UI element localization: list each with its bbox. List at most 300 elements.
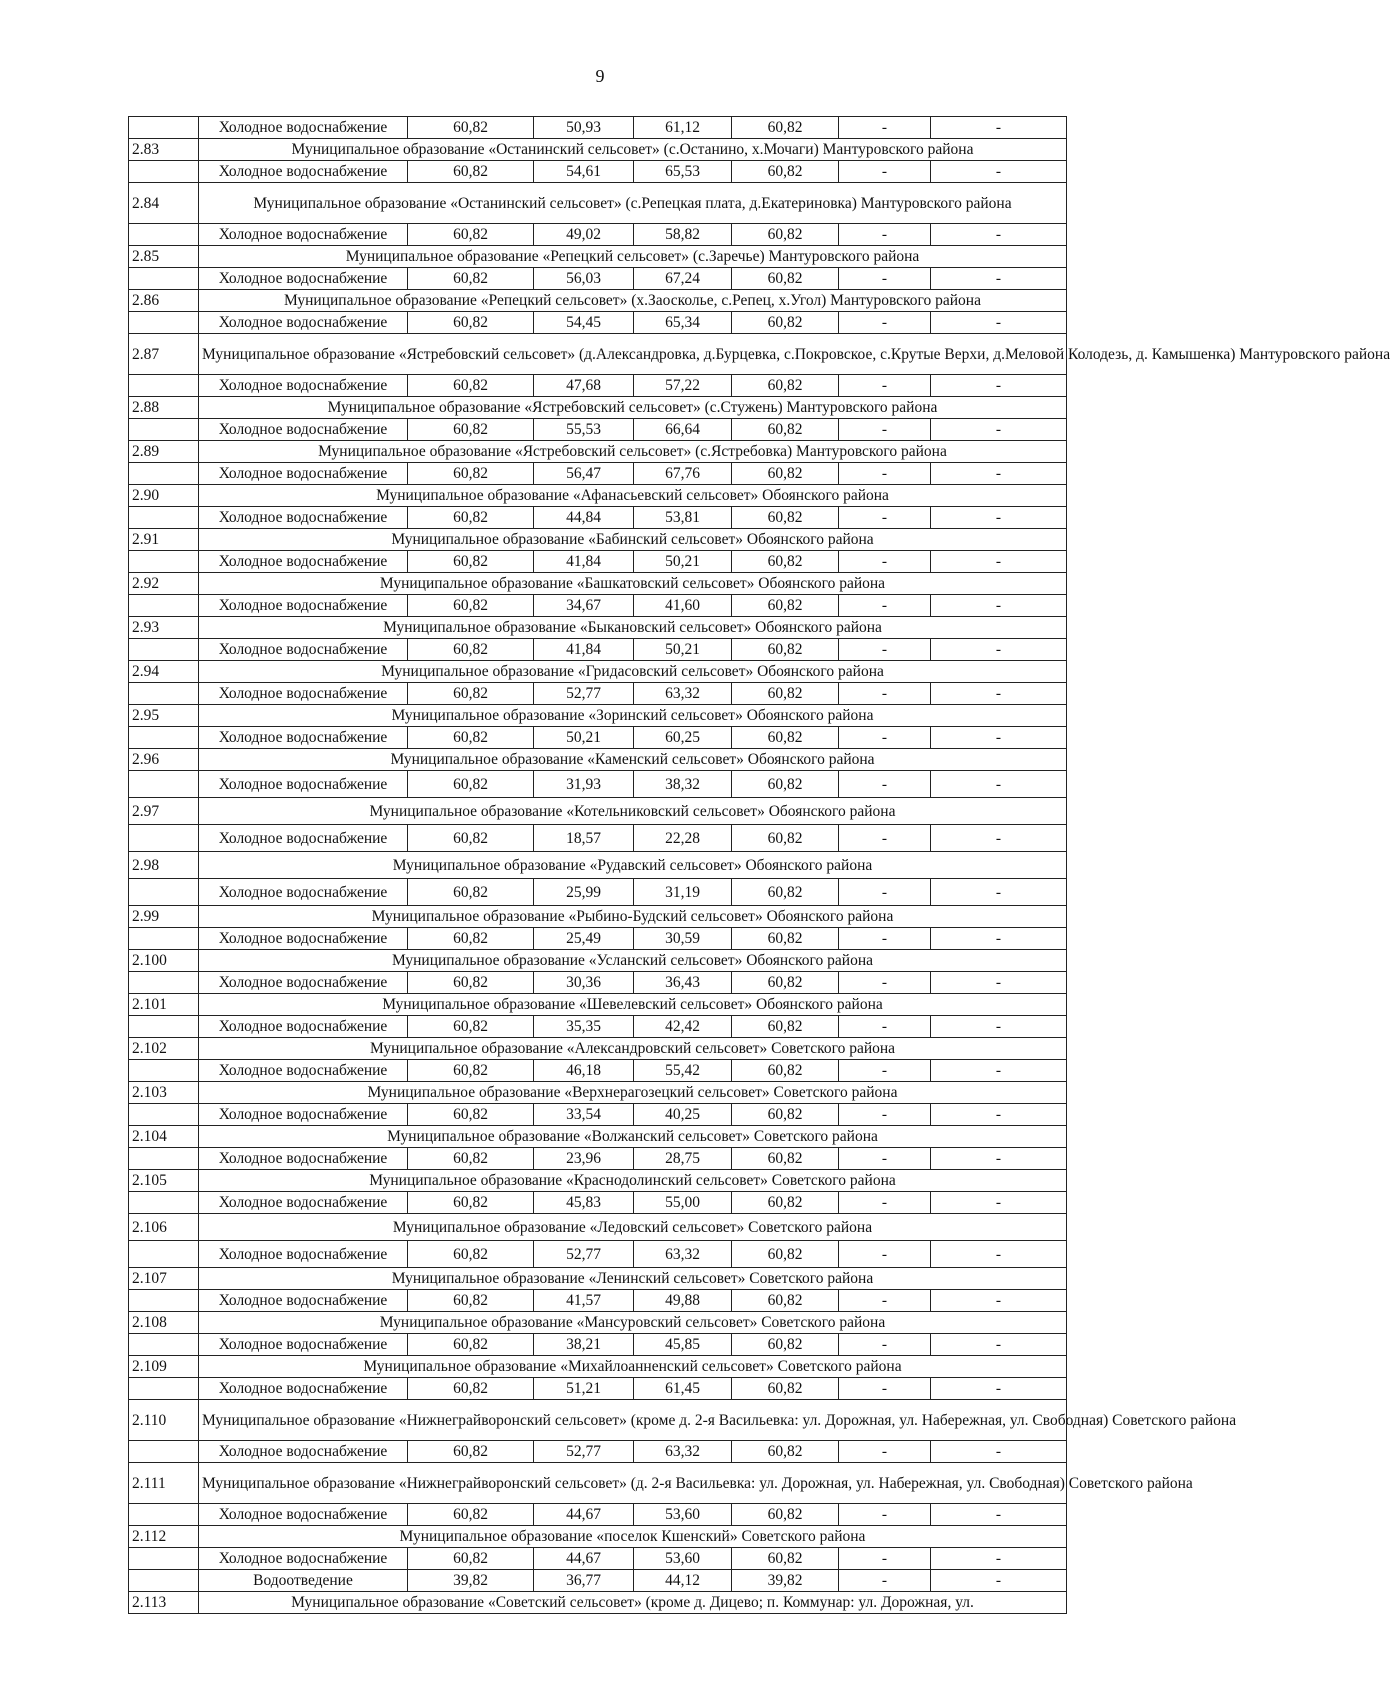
tariff-value-v3: 57,22 (634, 375, 732, 397)
tariff-row (129, 507, 1067, 529)
tariff-value-v4: 60,82 (732, 683, 839, 705)
municipality-title: Муниципальное образование «Афанасьевский сельсовет» Обоянского района (199, 485, 1067, 507)
municipality-title: Муниципальное образование «Ленинский сельсовет» Советского района (199, 1268, 1067, 1290)
row-number: 2.105 (129, 1170, 199, 1192)
tariff-value-v4: 60,82 (732, 463, 839, 485)
tariff-value-v2: 36,77 (534, 1570, 634, 1592)
municipality-row (129, 246, 1067, 268)
tariff-value-v4: 60,82 (732, 879, 839, 906)
municipality-row (129, 139, 1067, 161)
tariff-value-v5: - (839, 1290, 931, 1312)
municipality-row (129, 994, 1067, 1016)
row-number: 2.108 (129, 1312, 199, 1334)
service-name: Холодное водоснабжение (199, 551, 408, 573)
tariff-value-v4: 60,82 (732, 1548, 839, 1570)
municipality-title: Муниципальное образование «Котельниковский сельсовет» Обоянского района (199, 798, 1067, 825)
tariff-value-v5: - (839, 1570, 931, 1592)
municipality-title: Муниципальное образование «Нижнеграйворонский сельсовет» (кроме д. 2-я Васильевка: ул. Дорожная, ул. Набережная, ул. Свободная) Советского района (199, 1400, 1067, 1441)
tariff-value-v5: - (839, 928, 931, 950)
tariff-value-v4: 60,82 (732, 268, 839, 290)
tariff-value-v2: 56,47 (534, 463, 634, 485)
tariff-row (129, 972, 1067, 994)
service-name: Холодное водоснабжение (199, 1148, 408, 1170)
municipality-title: Муниципальное образование «Останинский сельсовет» (с.Останино, х.Мочаги) Мантуровского района (199, 139, 1067, 161)
row-number: 2.89 (129, 441, 199, 463)
municipality-row (129, 183, 1067, 224)
tariff-value-v5: - (839, 825, 931, 852)
tariff-value-v1: 60,82 (408, 595, 534, 617)
row-number (129, 1016, 199, 1038)
tariff-value-v3: 50,21 (634, 639, 732, 661)
municipality-title: Муниципальное образование «Ледовский сельсовет» Советского района (199, 1214, 1067, 1241)
tariff-row (129, 1570, 1067, 1592)
municipality-title: Муниципальное образование «Башкатовский сельсовет» Обоянского района (199, 573, 1067, 595)
tariff-value-v2: 34,67 (534, 595, 634, 617)
tariff-value-v4: 60,82 (732, 639, 839, 661)
tariff-value-v4: 60,82 (732, 312, 839, 334)
service-name: Холодное водоснабжение (199, 1548, 408, 1570)
tariff-value-v2: 18,57 (534, 825, 634, 852)
service-name: Холодное водоснабжение (199, 928, 408, 950)
tariff-value-v3: 22,28 (634, 825, 732, 852)
tariff-value-v1: 60,82 (408, 312, 534, 334)
tariff-value-v3: 49,88 (634, 1290, 732, 1312)
row-number (129, 771, 199, 798)
tariff-value-v4: 60,82 (732, 224, 839, 246)
tariff-value-v6: - (931, 771, 1067, 798)
tariff-value-v4: 60,82 (732, 507, 839, 529)
tariff-value-v3: 65,34 (634, 312, 732, 334)
row-number (129, 1148, 199, 1170)
tariff-value-v2: 46,18 (534, 1060, 634, 1082)
tariff-value-v5: - (839, 507, 931, 529)
row-number (129, 419, 199, 441)
tariff-value-v4: 60,82 (732, 972, 839, 994)
row-number (129, 683, 199, 705)
tariff-value-v5: - (839, 1104, 931, 1126)
tariff-value-v5: - (839, 419, 931, 441)
row-number (129, 639, 199, 661)
row-number: 2.95 (129, 705, 199, 727)
tariff-value-v2: 44,67 (534, 1504, 634, 1526)
tariff-value-v1: 60,82 (408, 419, 534, 441)
row-number: 2.87 (129, 334, 199, 375)
service-name: Холодное водоснабжение (199, 1060, 408, 1082)
tariff-value-v3: 40,25 (634, 1104, 732, 1126)
service-name: Холодное водоснабжение (199, 117, 408, 139)
tariff-value-v3: 44,12 (634, 1570, 732, 1592)
service-name: Холодное водоснабжение (199, 1241, 408, 1268)
row-number (129, 224, 199, 246)
tariff-value-v6: - (931, 268, 1067, 290)
tariff-value-v6: - (931, 825, 1067, 852)
tariff-value-v6: - (931, 312, 1067, 334)
tariff-value-v2: 25,99 (534, 879, 634, 906)
municipality-title: Муниципальное образование «Рыбино-Будский сельсовет» Обоянского района (199, 906, 1067, 928)
row-number (129, 268, 199, 290)
tariff-row (129, 771, 1067, 798)
tariff-value-v2: 44,84 (534, 507, 634, 529)
tariff-value-v6: - (931, 1016, 1067, 1038)
tariff-value-v2: 31,93 (534, 771, 634, 798)
municipality-row (129, 1356, 1067, 1378)
tariff-value-v4: 60,82 (732, 117, 839, 139)
tariff-value-v4: 60,82 (732, 1016, 839, 1038)
tariff-value-v6: - (931, 1290, 1067, 1312)
tariff-row (129, 1016, 1067, 1038)
tariff-value-v5: - (839, 1148, 931, 1170)
tariff-value-v2: 44,67 (534, 1548, 634, 1570)
tariff-value-v5: - (839, 771, 931, 798)
tariff-value-v5: - (839, 1378, 931, 1400)
tariff-value-v3: 36,43 (634, 972, 732, 994)
municipality-title: Муниципальное образование «Гридасовский сельсовет» Обоянского района (199, 661, 1067, 683)
tariff-value-v2: 55,53 (534, 419, 634, 441)
tariff-value-v5: - (839, 972, 931, 994)
service-name: Холодное водоснабжение (199, 224, 408, 246)
municipality-row (129, 798, 1067, 825)
municipality-title: Муниципальное образование «Каменский сельсовет» Обоянского района (199, 749, 1067, 771)
service-name: Холодное водоснабжение (199, 1504, 408, 1526)
municipality-row (129, 661, 1067, 683)
row-number: 2.112 (129, 1526, 199, 1548)
tariff-value-v6: - (931, 507, 1067, 529)
municipality-row (129, 749, 1067, 771)
tariff-value-v6: - (931, 551, 1067, 573)
tariff-value-v3: 58,82 (634, 224, 732, 246)
municipality-title: Муниципальное образование «Ястребовский сельсовет» (с.Ястребовка) Мантуровского района (199, 441, 1067, 463)
tariff-row (129, 312, 1067, 334)
row-number: 2.93 (129, 617, 199, 639)
tariff-row (129, 1241, 1067, 1268)
municipality-row (129, 1214, 1067, 1241)
municipality-title: Муниципальное образование «Шевелевский сельсовет» Обоянского района (199, 994, 1067, 1016)
tariff-value-v4: 60,82 (732, 595, 839, 617)
tariff-value-v4: 60,82 (732, 161, 839, 183)
row-number (129, 1378, 199, 1400)
tariff-value-v2: 51,21 (534, 1378, 634, 1400)
tariff-value-v5: - (839, 1548, 931, 1570)
service-name: Холодное водоснабжение (199, 1016, 408, 1038)
tariff-value-v6: - (931, 1504, 1067, 1526)
row-number (129, 375, 199, 397)
municipality-row (129, 617, 1067, 639)
tariff-value-v1: 60,82 (408, 1334, 534, 1356)
tariff-value-v6: - (931, 1148, 1067, 1170)
tariff-row (129, 879, 1067, 906)
tariff-value-v4: 60,82 (732, 1060, 839, 1082)
tariff-value-v1: 60,82 (408, 507, 534, 529)
tariff-value-v1: 60,82 (408, 727, 534, 749)
tariff-row (129, 419, 1067, 441)
municipality-title: Муниципальное образование «Верхнерагозецкий сельсовет» Советского района (199, 1082, 1067, 1104)
service-name: Холодное водоснабжение (199, 771, 408, 798)
tariff-value-v1: 60,82 (408, 928, 534, 950)
row-number (129, 1104, 199, 1126)
tariff-value-v4: 60,82 (732, 1441, 839, 1463)
row-number (129, 1441, 199, 1463)
tariff-value-v4: 39,82 (732, 1570, 839, 1592)
tariff-row (129, 268, 1067, 290)
row-number (129, 825, 199, 852)
service-name: Холодное водоснабжение (199, 268, 408, 290)
municipality-row (129, 1463, 1067, 1504)
tariff-value-v2: 23,96 (534, 1148, 634, 1170)
municipality-title: Муниципальное образование «Ястребовский сельсовет» (д.Александровка, д.Бурцевка, с.Покровское, с.Крутые Верхи, д.Меловой Колодезь, д. Камышенка) Мантуровского района (199, 334, 1067, 375)
tariff-value-v4: 60,82 (732, 1192, 839, 1214)
tariff-value-v1: 60,82 (408, 1060, 534, 1082)
municipality-row (129, 334, 1067, 375)
tariff-value-v4: 60,82 (732, 1241, 839, 1268)
tariff-value-v6: - (931, 1548, 1067, 1570)
tariff-value-v2: 38,21 (534, 1334, 634, 1356)
tariff-row (129, 1441, 1067, 1463)
tariff-value-v1: 60,82 (408, 1290, 534, 1312)
tariff-row (129, 1548, 1067, 1570)
row-number (129, 1570, 199, 1592)
tariff-value-v1: 60,82 (408, 268, 534, 290)
tariff-value-v6: - (931, 879, 1067, 906)
tariff-value-v4: 60,82 (732, 375, 839, 397)
tariff-value-v3: 61,12 (634, 117, 732, 139)
tariff-value-v6: - (931, 1570, 1067, 1592)
row-number (129, 972, 199, 994)
tariff-table (128, 116, 1390, 1614)
municipality-row (129, 1312, 1067, 1334)
tariff-value-v4: 60,82 (732, 771, 839, 798)
municipality-row (129, 573, 1067, 595)
tariff-value-v1: 60,82 (408, 1016, 534, 1038)
municipality-title: Муниципальное образование «Александровский сельсовет» Советского района (199, 1038, 1067, 1060)
row-number (129, 1192, 199, 1214)
tariff-value-v5: - (839, 1504, 931, 1526)
tariff-value-v1: 60,82 (408, 639, 534, 661)
tariff-value-v4: 60,82 (732, 1290, 839, 1312)
tariff-value-v4: 60,82 (732, 551, 839, 573)
tariff-value-v1: 60,82 (408, 224, 534, 246)
row-number: 2.111 (129, 1463, 199, 1504)
tariff-value-v5: - (839, 312, 931, 334)
tariff-value-v4: 60,82 (732, 1334, 839, 1356)
row-number: 2.88 (129, 397, 199, 419)
municipality-row (129, 529, 1067, 551)
tariff-value-v5: - (839, 375, 931, 397)
service-name: Холодное водоснабжение (199, 1104, 408, 1126)
tariff-value-v2: 50,93 (534, 117, 634, 139)
municipality-row (129, 852, 1067, 879)
municipality-row (129, 1170, 1067, 1192)
tariff-value-v3: 60,25 (634, 727, 732, 749)
tariff-value-v1: 60,82 (408, 1104, 534, 1126)
tariff-row (129, 727, 1067, 749)
tariff-row (129, 683, 1067, 705)
tariff-value-v6: - (931, 972, 1067, 994)
municipality-title: Муниципальное образование «Нижнеграйворонский сельсовет» (д. 2-я Васильевка: ул. Дорожная, ул. Набережная, ул. Свободная) Советского района (199, 1463, 1067, 1504)
tariff-row (129, 595, 1067, 617)
tariff-value-v5: - (839, 1334, 931, 1356)
tariff-value-v3: 55,42 (634, 1060, 732, 1082)
tariff-row (129, 1290, 1067, 1312)
row-number (129, 463, 199, 485)
tariff-value-v5: - (839, 224, 931, 246)
tariff-value-v3: 66,64 (634, 419, 732, 441)
tariff-row (129, 1148, 1067, 1170)
municipality-title: Муниципальное образование «Бабинский сельсовет» Обоянского района (199, 529, 1067, 551)
municipality-title: Муниципальное образование «Михайлоанненский сельсовет» Советского района (199, 1356, 1067, 1378)
row-number (129, 161, 199, 183)
municipality-row (129, 906, 1067, 928)
tariff-value-v5: - (839, 1060, 931, 1082)
tariff-value-v2: 52,77 (534, 1241, 634, 1268)
row-number (129, 1504, 199, 1526)
tariff-row (129, 551, 1067, 573)
tariff-value-v6: - (931, 1192, 1067, 1214)
tariff-row (129, 928, 1067, 950)
tariff-value-v5: - (839, 1016, 931, 1038)
service-name: Холодное водоснабжение (199, 727, 408, 749)
service-name: Холодное водоснабжение (199, 161, 408, 183)
tariff-value-v3: 30,59 (634, 928, 732, 950)
municipality-title: Муниципальное образование «Быкановский сельсовет» Обоянского района (199, 617, 1067, 639)
tariff-value-v3: 53,60 (634, 1548, 732, 1570)
tariff-value-v6: - (931, 117, 1067, 139)
tariff-value-v1: 60,82 (408, 161, 534, 183)
tariff-value-v2: 54,61 (534, 161, 634, 183)
tariff-value-v6: - (931, 224, 1067, 246)
tariff-value-v5: - (839, 683, 931, 705)
municipality-title: Муниципальное образование «Репецкий сельсовет» (с.Заречье) Мантуровского района (199, 246, 1067, 268)
tariff-value-v1: 60,82 (408, 1548, 534, 1570)
municipality-row (129, 485, 1067, 507)
tariff-value-v4: 60,82 (732, 928, 839, 950)
row-number: 2.84 (129, 183, 199, 224)
tariff-value-v4: 60,82 (732, 1104, 839, 1126)
municipality-title: Муниципальное образование «Краснодолинский сельсовет» Советского района (199, 1170, 1067, 1192)
row-number (129, 312, 199, 334)
tariff-value-v2: 56,03 (534, 268, 634, 290)
tariff-row (129, 375, 1067, 397)
tariff-value-v6: - (931, 639, 1067, 661)
row-number: 2.107 (129, 1268, 199, 1290)
tariff-value-v5: - (839, 1441, 931, 1463)
tariff-value-v2: 52,77 (534, 683, 634, 705)
tariff-row (129, 463, 1067, 485)
tariff-value-v3: 67,24 (634, 268, 732, 290)
tariff-value-v1: 60,82 (408, 972, 534, 994)
tariff-value-v3: 55,00 (634, 1192, 732, 1214)
row-number: 2.110 (129, 1400, 199, 1441)
service-name: Холодное водоснабжение (199, 463, 408, 485)
municipality-title: Муниципальное образование «поселок Кшенский» Советского района (199, 1526, 1067, 1548)
tariff-value-v2: 52,77 (534, 1441, 634, 1463)
tariff-value-v4: 60,82 (732, 1148, 839, 1170)
municipality-row (129, 1526, 1067, 1548)
tariff-value-v6: - (931, 419, 1067, 441)
municipality-title: Муниципальное образование «Останинский сельсовет» (с.Репецкая плата, д.Екатериновка) Мантуровского района (199, 183, 1067, 224)
service-name: Холодное водоснабжение (199, 595, 408, 617)
row-number (129, 595, 199, 617)
tariff-value-v3: 65,53 (634, 161, 732, 183)
tariff-value-v3: 42,42 (634, 1016, 732, 1038)
municipality-title: Муниципальное образование «Волжанский сельсовет» Советского района (199, 1126, 1067, 1148)
tariff-row (129, 1104, 1067, 1126)
tariff-value-v2: 35,35 (534, 1016, 634, 1038)
municipality-row (129, 441, 1067, 463)
municipality-row (129, 290, 1067, 312)
tariff-value-v6: - (931, 1441, 1067, 1463)
service-name: Холодное водоснабжение (199, 1290, 408, 1312)
tariff-value-v1: 60,82 (408, 1148, 534, 1170)
service-name: Холодное водоснабжение (199, 879, 408, 906)
row-number (129, 928, 199, 950)
tariff-value-v2: 30,36 (534, 972, 634, 994)
tariff-value-v3: 28,75 (634, 1148, 732, 1170)
row-number: 2.106 (129, 1214, 199, 1241)
service-name: Холодное водоснабжение (199, 972, 408, 994)
tariff-row (129, 1504, 1067, 1526)
tariff-value-v5: - (839, 161, 931, 183)
tariff-value-v2: 41,57 (534, 1290, 634, 1312)
municipality-title: Муниципальное образование «Рудавский сельсовет» Обоянского района (199, 852, 1067, 879)
tariff-value-v1: 60,82 (408, 1192, 534, 1214)
tariff-row (129, 825, 1067, 852)
tariff-value-v6: - (931, 1378, 1067, 1400)
tariff-value-v3: 53,60 (634, 1504, 732, 1526)
tariff-value-v5: - (839, 1241, 931, 1268)
row-number: 2.92 (129, 573, 199, 595)
service-name: Холодное водоснабжение (199, 1441, 408, 1463)
municipality-title: Муниципальное образование «Усланский сельсовет» Обоянского района (199, 950, 1067, 972)
municipality-row (129, 1126, 1067, 1148)
row-number: 2.101 (129, 994, 199, 1016)
tariff-table-body (129, 117, 1390, 1614)
tariff-value-v6: - (931, 1334, 1067, 1356)
tariff-value-v1: 39,82 (408, 1570, 534, 1592)
row-number: 2.83 (129, 139, 199, 161)
tariff-value-v2: 54,45 (534, 312, 634, 334)
tariff-row (129, 1334, 1067, 1356)
tariff-row (129, 1378, 1067, 1400)
tariff-row (129, 161, 1067, 183)
municipality-row (129, 1082, 1067, 1104)
tariff-value-v2: 25,49 (534, 928, 634, 950)
row-number: 2.102 (129, 1038, 199, 1060)
row-number: 2.100 (129, 950, 199, 972)
tariff-value-v3: 63,32 (634, 1241, 732, 1268)
tariff-row (129, 117, 1067, 139)
tariff-value-v4: 60,82 (732, 825, 839, 852)
tariff-value-v6: - (931, 727, 1067, 749)
tariff-value-v2: 50,21 (534, 727, 634, 749)
tariff-row (129, 224, 1067, 246)
tariff-value-v4: 60,82 (732, 727, 839, 749)
municipality-title: Муниципальное образование «Ястребовский сельсовет» (с.Стужень) Мантуровского района (199, 397, 1067, 419)
tariff-value-v2: 33,54 (534, 1104, 634, 1126)
row-number: 2.86 (129, 290, 199, 312)
tariff-value-v1: 60,82 (408, 879, 534, 906)
municipality-row (129, 705, 1067, 727)
service-name: Холодное водоснабжение (199, 639, 408, 661)
tariff-value-v4: 60,82 (732, 1504, 839, 1526)
row-number: 2.113 (129, 1592, 199, 1614)
service-name: Холодное водоснабжение (199, 1378, 408, 1400)
tariff-value-v2: 41,84 (534, 551, 634, 573)
tariff-value-v2: 45,83 (534, 1192, 634, 1214)
municipality-row (129, 397, 1067, 419)
tariff-value-v6: - (931, 463, 1067, 485)
row-number: 2.98 (129, 852, 199, 879)
tariff-value-v3: 63,32 (634, 683, 732, 705)
